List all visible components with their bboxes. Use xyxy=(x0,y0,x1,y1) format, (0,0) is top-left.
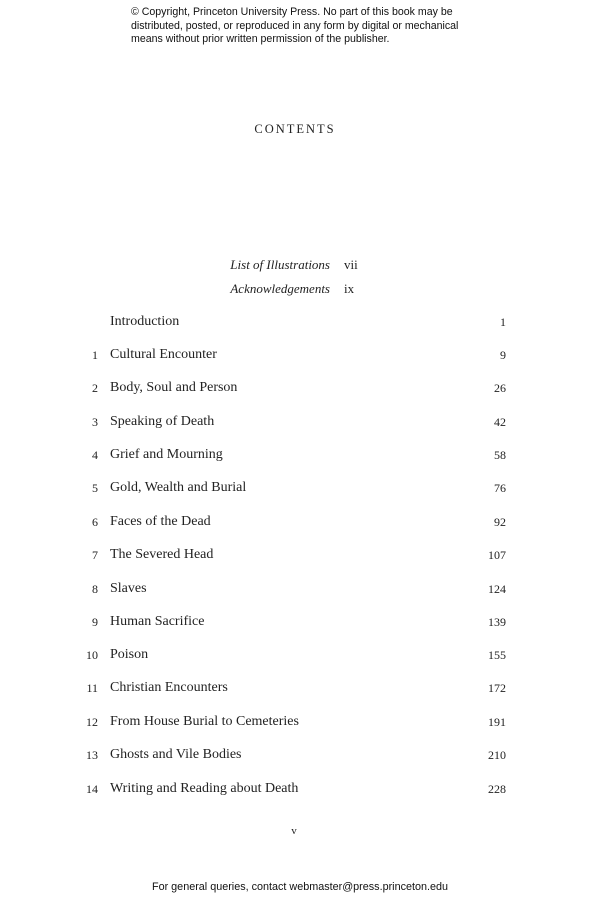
chapter-page: 58 xyxy=(494,448,506,462)
chapter-number: 11 xyxy=(86,681,98,695)
toc-entry[interactable] xyxy=(0,511,600,533)
chapter-title: Writing and Reading about Death xyxy=(110,781,299,796)
toc-entry[interactable] xyxy=(0,477,600,499)
copyright-line: means without prior written permission of the publisher. xyxy=(131,33,390,45)
toc-entry[interactable] xyxy=(0,344,600,366)
footer-contact: For general queries, contact webmaster@press.princeton.edu xyxy=(151,881,449,893)
chapter-page: 26 xyxy=(494,381,506,395)
chapter-number: 6 xyxy=(92,515,98,529)
chapter-page: 107 xyxy=(488,548,506,562)
chapter-title: Speaking of Death xyxy=(110,414,215,429)
chapter-page: 42 xyxy=(494,415,506,429)
chapter-number: 12 xyxy=(86,715,98,729)
chapter-number: 8 xyxy=(92,582,98,596)
chapter-title: Body, Soul and Person xyxy=(110,380,238,395)
chapter-title: Poison xyxy=(110,647,149,662)
chapter-page: 124 xyxy=(488,582,506,596)
chapter-number: 1 xyxy=(92,348,98,362)
toc-entry[interactable] xyxy=(0,744,600,766)
toc-entry[interactable] xyxy=(0,711,600,733)
chapter-page: 228 xyxy=(488,782,506,796)
chapter-title: Ghosts and Vile Bodies xyxy=(110,747,242,762)
chapter-page: 1 xyxy=(500,315,506,329)
chapter-page: 76 xyxy=(494,481,506,495)
chapter-title: Slaves xyxy=(110,581,147,596)
front-matter-entry[interactable] xyxy=(0,255,600,275)
chapter-page: 191 xyxy=(488,715,506,729)
chapter-page: 9 xyxy=(500,348,506,362)
chapter-number: 14 xyxy=(86,782,98,796)
chapter-title: Gold, Wealth and Burial xyxy=(110,480,247,495)
chapter-number: 9 xyxy=(92,615,98,629)
chapter-title: Grief and Mourning xyxy=(110,447,223,462)
chapter-title: Cultural Encounter xyxy=(110,347,217,362)
toc-entry[interactable] xyxy=(0,611,600,633)
copyright-notice xyxy=(131,6,491,47)
chapter-number: 7 xyxy=(92,548,98,562)
toc-entry[interactable] xyxy=(0,677,600,699)
front-matter-page: ix xyxy=(344,281,355,296)
chapter-page: 172 xyxy=(488,681,506,695)
chapter-number: 13 xyxy=(86,748,98,762)
toc-entry[interactable] xyxy=(0,544,600,566)
toc-entry[interactable] xyxy=(0,444,600,466)
chapter-number: 4 xyxy=(92,448,98,462)
copyright-line: distributed, posted, or reproduced in any form by digital or mechanical xyxy=(131,19,459,32)
chapter-page: 210 xyxy=(488,748,506,762)
copyright-line: © Copyright, Princeton University Press. No part of this book may be xyxy=(131,6,453,18)
toc-entry[interactable] xyxy=(0,778,600,800)
toc-entry[interactable] xyxy=(0,644,600,666)
chapter-title: Human Sacrifice xyxy=(110,614,205,629)
chapter-number: 2 xyxy=(92,381,98,395)
chapter-title: The Severed Head xyxy=(110,547,214,562)
chapter-number: 5 xyxy=(92,481,98,495)
chapter-number: 10 xyxy=(86,648,98,662)
chapter-number: 3 xyxy=(92,415,98,429)
toc-entry[interactable] xyxy=(0,411,600,433)
front-matter-title: List of Illustrations xyxy=(230,257,330,272)
front-matter-title: Acknowledgements xyxy=(230,281,330,296)
chapter-page: 92 xyxy=(494,515,506,529)
chapter-title: Faces of the Dead xyxy=(110,514,211,529)
contents-heading: CONTENTS xyxy=(254,122,336,136)
toc-entry[interactable] xyxy=(0,311,600,333)
chapter-title: Introduction xyxy=(110,314,180,329)
toc-entry[interactable] xyxy=(0,578,600,600)
chapter-title: From House Burial to Cemeteries xyxy=(110,714,299,729)
chapter-page: 139 xyxy=(488,615,506,629)
front-matter-page: vii xyxy=(344,257,358,272)
front-matter-entry[interactable] xyxy=(0,279,600,299)
chapter-title: Christian Encounters xyxy=(110,680,228,695)
toc-entry[interactable] xyxy=(0,377,600,399)
page-folio: v xyxy=(291,825,297,837)
chapter-page: 155 xyxy=(488,648,506,662)
